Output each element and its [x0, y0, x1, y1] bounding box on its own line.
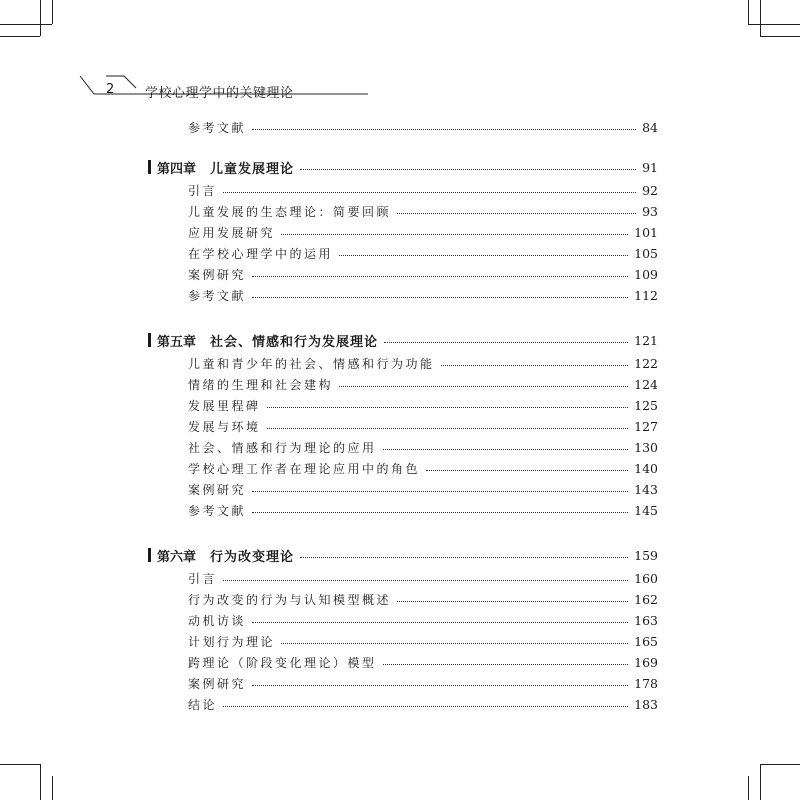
toc-entry-page: 112 — [634, 287, 658, 303]
toc-entry-page: 130 — [634, 439, 658, 455]
chapter-page: 91 — [642, 159, 658, 175]
toc-entry-title: 行为改变的行为与认知模型概述 — [188, 592, 392, 607]
leader-dots — [267, 428, 629, 429]
leader-dots — [252, 129, 636, 130]
toc-entry[interactable] — [188, 501, 658, 519]
toc-entry-page: 84 — [642, 119, 658, 135]
toc-entry-title: 儿童发展的生态理论：简要回顾 — [188, 204, 392, 219]
toc-entry-page: 169 — [634, 654, 658, 670]
toc-entry-page: 93 — [642, 203, 658, 219]
page-number: 2 — [106, 82, 115, 97]
toc-entry-title: 参考文献 — [188, 503, 247, 518]
leader-dots — [397, 601, 628, 602]
chapter-title: 儿童发展理论 — [210, 161, 295, 177]
toc-entry[interactable] — [188, 202, 658, 220]
toc-entry-page: 178 — [634, 675, 658, 691]
toc-entry-title: 引言 — [188, 571, 218, 586]
toc-entry-title: 参考文献 — [188, 288, 247, 303]
toc-entry-page: 162 — [634, 591, 658, 607]
toc-entry[interactable] — [188, 695, 658, 713]
leader-dots — [252, 491, 628, 492]
toc-entry[interactable] — [188, 223, 658, 241]
leader-dots — [223, 580, 628, 581]
toc-entry-title: 参考文献 — [188, 120, 247, 135]
toc-entry-title: 儿童和青少年的社会、情感和行为功能 — [188, 356, 435, 371]
leader-dots — [267, 407, 629, 408]
toc-entry[interactable] — [188, 590, 658, 608]
toc-entry[interactable] — [188, 632, 658, 650]
toc-entry[interactable] — [188, 459, 658, 477]
toc-entry[interactable] — [188, 181, 658, 199]
toc-entry-page: 124 — [634, 376, 658, 392]
leader-dots — [441, 365, 629, 366]
leader-dots — [383, 449, 629, 450]
book-title: 学校心理学中的关键理论 — [145, 86, 294, 101]
toc-entry[interactable] — [188, 396, 658, 414]
toc-entry-page: 165 — [634, 633, 658, 649]
leader-dots — [252, 297, 628, 298]
leader-dots — [281, 234, 628, 235]
toc-entry-title: 情绪的生理和社会建构 — [188, 377, 334, 392]
leader-dots — [300, 557, 628, 558]
toc-entry-page: 101 — [634, 224, 658, 240]
chapter-page: 159 — [634, 547, 658, 563]
toc-entry-title: 结论 — [188, 697, 218, 712]
toc-entry-page: 125 — [634, 397, 658, 413]
toc-entry-page: 145 — [634, 502, 658, 518]
leader-dots — [252, 512, 628, 513]
chapter-marker-bar — [148, 333, 151, 347]
toc-entry[interactable] — [188, 611, 658, 629]
leader-dots — [426, 470, 628, 471]
toc-entry[interactable] — [188, 375, 658, 393]
leader-dots — [339, 255, 628, 256]
chapter-marker-bar — [148, 548, 151, 562]
toc-entry-title: 应用发展研究 — [188, 225, 276, 240]
toc-entry[interactable] — [188, 674, 658, 692]
leader-dots — [281, 643, 628, 644]
leader-dots — [383, 664, 629, 665]
chapter-page: 121 — [634, 332, 658, 348]
chapter-title: 行为改变理论 — [210, 549, 295, 565]
leader-dots — [300, 169, 636, 170]
toc-entry[interactable] — [188, 118, 658, 136]
toc-entry-page: 122 — [634, 355, 658, 371]
toc-entry[interactable] — [188, 438, 658, 456]
toc-entry[interactable] — [188, 265, 658, 283]
toc-chapter[interactable] — [148, 158, 658, 176]
chapter-marker-bar — [148, 160, 151, 174]
toc-entry-title: 案例研究 — [188, 676, 247, 691]
toc-entry-title: 计划行为理论 — [188, 634, 276, 649]
leader-dots — [397, 213, 636, 214]
chapter-number: 第四章 — [157, 161, 197, 177]
toc-entry[interactable] — [188, 569, 658, 587]
toc-entry-page: 92 — [642, 182, 658, 198]
toc-entry-title: 在学校心理学中的运用 — [188, 246, 334, 261]
toc-entry-page: 105 — [634, 245, 658, 261]
toc-entry-title: 发展里程碑 — [188, 398, 261, 413]
toc-entry[interactable] — [188, 480, 658, 498]
toc-entry-page: 109 — [634, 266, 658, 282]
toc-entry-page: 143 — [634, 481, 658, 497]
leader-dots — [252, 622, 628, 623]
leader-dots — [223, 192, 636, 193]
leader-dots — [252, 685, 628, 686]
toc-entry[interactable] — [188, 244, 658, 262]
leader-dots — [339, 386, 628, 387]
toc-entry-title: 案例研究 — [188, 267, 247, 282]
toc-entry[interactable] — [188, 653, 658, 671]
toc-entry[interactable] — [188, 417, 658, 435]
toc-entry[interactable] — [188, 286, 658, 304]
leader-dots — [252, 276, 628, 277]
toc-chapter[interactable] — [148, 331, 658, 349]
toc-entry-page: 127 — [634, 418, 658, 434]
toc-entry-title: 动机访谈 — [188, 613, 247, 628]
toc-entry-title: 引言 — [188, 183, 218, 198]
toc-entry-title: 发展与环境 — [188, 419, 261, 434]
toc-entry-title: 案例研究 — [188, 482, 247, 497]
toc-chapter[interactable] — [148, 546, 658, 564]
toc-entry-page: 163 — [634, 612, 658, 628]
toc-entry-title: 社会、情感和行为理论的应用 — [188, 440, 377, 455]
toc-entry-page: 140 — [634, 460, 658, 476]
chapter-title: 社会、情感和行为发展理论 — [210, 334, 379, 350]
chapter-number: 第六章 — [157, 549, 197, 565]
toc-entry[interactable] — [188, 354, 658, 372]
toc-entry-page: 160 — [634, 570, 658, 586]
chapter-number: 第五章 — [157, 334, 197, 350]
toc-entry-title: 跨理论（阶段变化理论）模型 — [188, 655, 377, 670]
toc-entry-page: 183 — [634, 696, 658, 712]
leader-dots — [223, 706, 628, 707]
leader-dots — [384, 342, 628, 343]
toc-entry-title: 学校心理工作者在理论应用中的角色 — [188, 461, 421, 476]
